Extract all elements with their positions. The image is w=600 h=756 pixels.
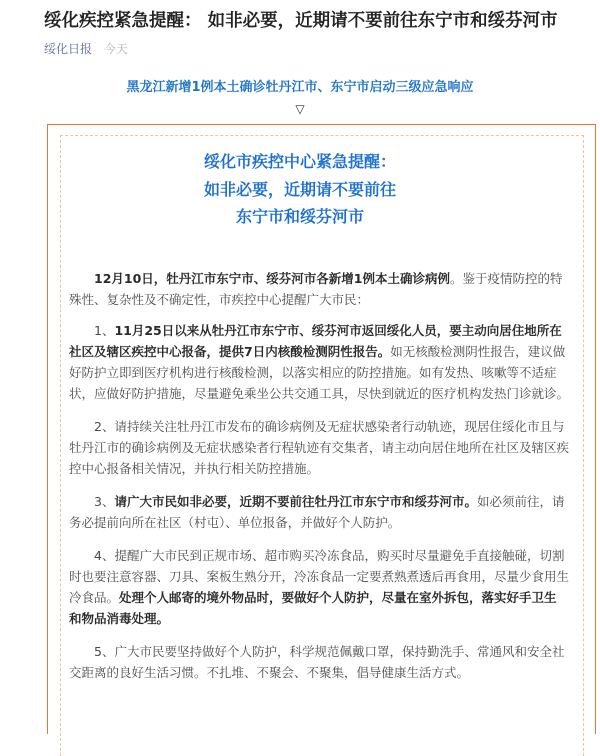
intro-paragraph xyxy=(69,268,569,310)
notice-body xyxy=(69,268,569,695)
item-prefix: 5、 xyxy=(94,644,115,659)
item-text: 提醒广大市民到正规市场、超市购买冷冻食品，购买时尽量避免手直接触碰，切割时也要注意容器、刀具、案板生熟分开，冷冻食品一定要煮熟煮透后再食用，尽量少食用生冷食品。 xyxy=(69,548,570,605)
item-paragraph-2 xyxy=(69,416,569,479)
item-prefix: 1、 xyxy=(94,323,115,338)
item-bold: 11月25日以来从牡丹江市东宁市、绥芬河市返回绥化人员，要主动向居住地所在社区及辖区疾控中心报备，提供7日内核酸检测阴性报告。 xyxy=(69,323,562,359)
item-prefix: 2、 xyxy=(94,419,115,434)
down-arrow-icon: ▽ xyxy=(295,102,305,116)
item-prefix: 4、 xyxy=(94,548,115,563)
article-title: 绥化疾控紧急提醒： 如非必要，近期请不要前往东宁市和绥芬河市 xyxy=(44,11,558,31)
item-paragraph-4 xyxy=(69,545,569,629)
item-bold: 请广大市民如非必要，近期不要前往牡丹江市东宁市和绥芬河市。 xyxy=(114,494,477,509)
item-text: 如无核酸检测阴性报告，建议做好防护立即到医疗机构进行核酸检测，以落实相应的防控措施。如有发热、咳嗽等不适症状，应做好防护措施，尽量避免乘坐公共交通工具，尽快到就近的医疗机构发热门诊就诊。 xyxy=(69,344,570,401)
item-bold: 处理个人邮寄的境外物品时，要做好个人防护，尽量在室外拆包，落实好手卫生和物品消毒处理。 xyxy=(69,590,557,626)
headline-line-2: 如非必要，近期请不要前往 xyxy=(203,179,396,199)
item-text: 广大市民要坚持做好个人防护，科学规范佩戴口罩，保持勤洗手、常通风和安全社交距离的良好生活习惯。不扎堆、不聚会、不聚集，倡导健康生活方式。 xyxy=(69,644,565,680)
publish-time: 今天 xyxy=(103,42,128,56)
headline-line-1: 绥化市疾控中心紧急提醒： xyxy=(203,152,396,171)
item-paragraph-3 xyxy=(69,491,569,533)
intro-text: 。鉴于疫情防控的特殊性、复杂性及不确定性，市疾控中心提醒广大市民： xyxy=(69,271,563,307)
source-link[interactable]: 绥化日报 xyxy=(44,42,93,56)
intro-bold: 12月10日，牡丹江市东宁市、绥芬河市各新增1例本土确诊病例 xyxy=(94,271,450,286)
item-text: 如必须前往，请务必提前向所在社区（村屯）、单位报备，并做好个人防护。 xyxy=(69,494,565,530)
related-article-link[interactable]: 黑龙江新增1例本土确诊牡丹江市、东宁市启动三级应急响应 xyxy=(126,80,474,95)
item-paragraph-5 xyxy=(69,641,569,683)
headline-line-3: 东宁市和绥芬河市 xyxy=(235,207,364,226)
notice-headline xyxy=(0,148,600,231)
item-text: 请持续关注牡丹江市发布的确诊病例及无症状感染者行动轨迹，现居住绥化市且与牡丹江市的确诊病例及无症状感染者行程轨迹有交集者，请主动向居住地所在社区及辖区疾控中心报备相关情况，并执行相关防控措施。 xyxy=(69,419,570,476)
item-paragraph-1 xyxy=(69,320,569,404)
article-meta xyxy=(44,41,128,57)
item-prefix: 3、 xyxy=(94,494,115,509)
